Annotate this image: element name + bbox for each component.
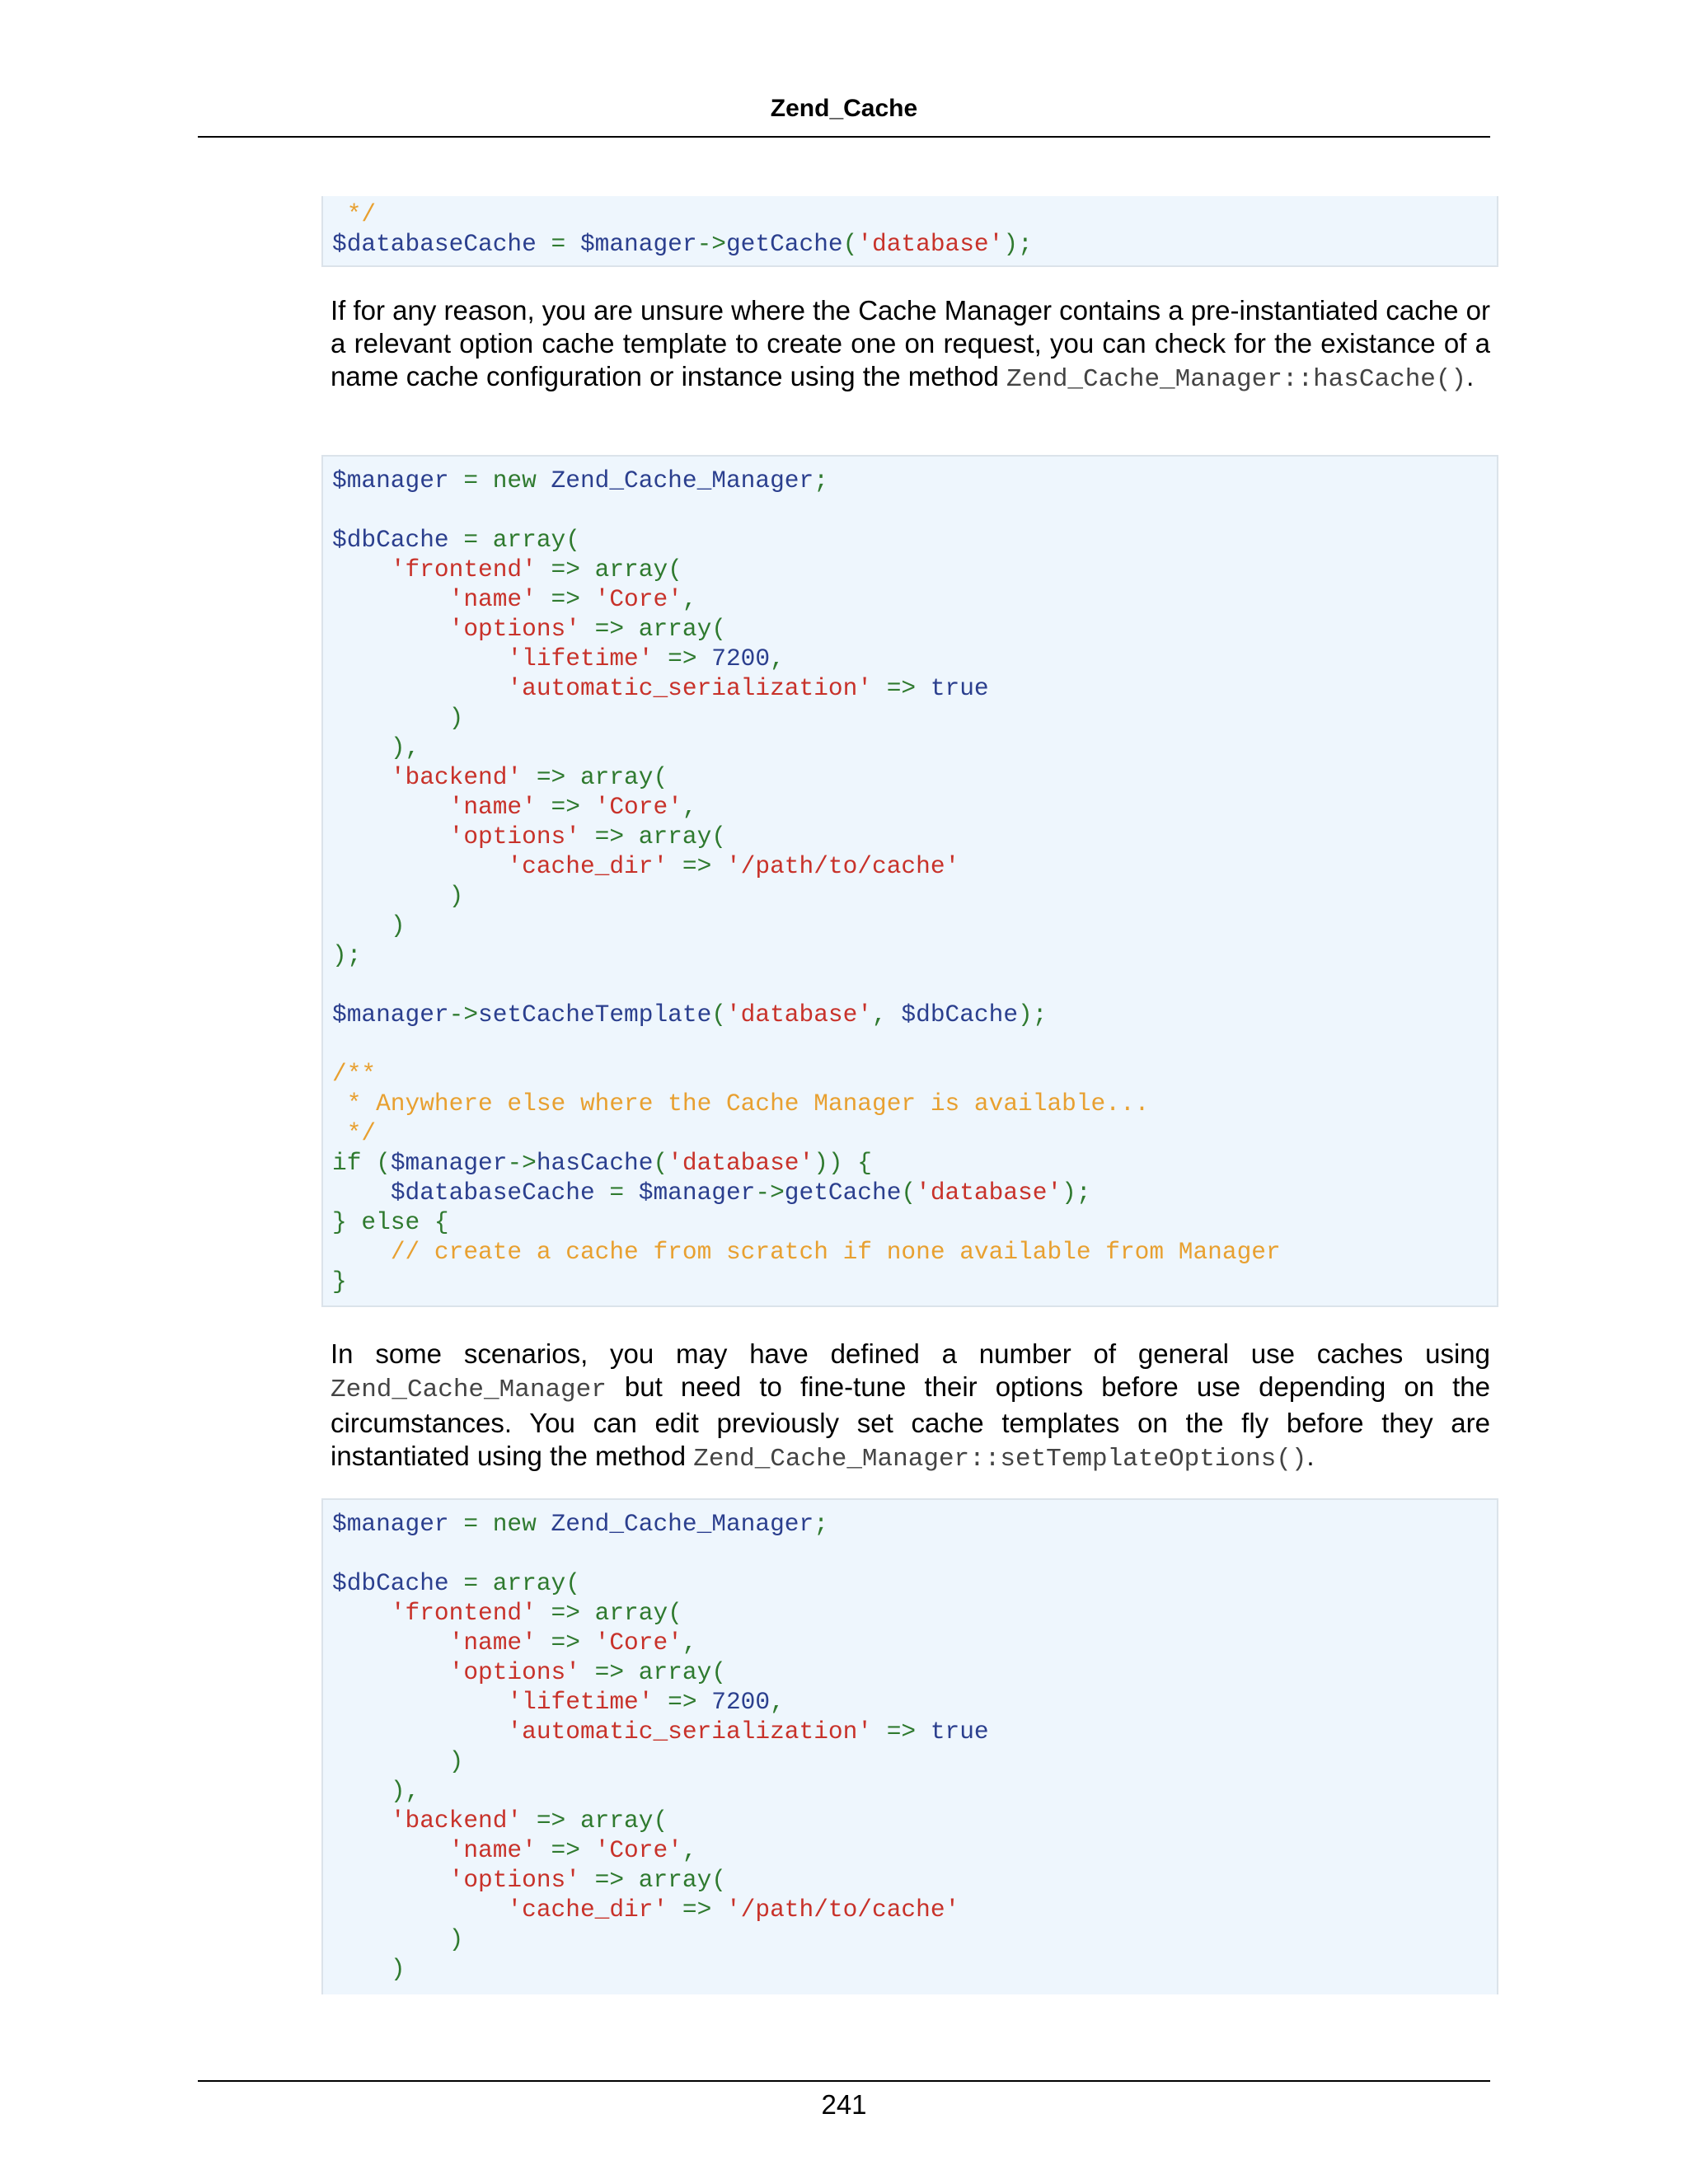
code-line xyxy=(332,1657,1497,1687)
code-token xyxy=(332,1629,449,1657)
code-token: , xyxy=(682,585,697,613)
code-token: $dbCache xyxy=(332,1569,449,1597)
paragraph-text: In some scenarios, you may have defined a number of general use caches using xyxy=(331,1338,1490,1369)
code-token: Zend_Cache_Manager xyxy=(551,466,814,494)
code-line xyxy=(332,614,1497,644)
code-token: 'database' xyxy=(668,1149,814,1177)
code-line xyxy=(332,940,1497,970)
code-token xyxy=(332,1747,449,1775)
code-line xyxy=(332,555,1497,584)
code-line xyxy=(332,792,1497,822)
code-token: => xyxy=(536,1629,595,1657)
code-token xyxy=(332,1658,449,1686)
code-line xyxy=(332,1628,1497,1657)
code-line xyxy=(332,970,1497,1000)
code-line xyxy=(332,1865,1497,1895)
code-token: array xyxy=(492,526,566,554)
code-line xyxy=(332,1267,1497,1296)
code-line xyxy=(332,1924,1497,1954)
code-token: $manager xyxy=(638,1179,756,1207)
code-line xyxy=(332,1059,1497,1089)
code-line xyxy=(332,822,1497,851)
code-token: => xyxy=(668,1896,726,1924)
code-token: 'lifetime' xyxy=(507,1688,654,1716)
code-token: hasCache xyxy=(536,1149,654,1177)
code-token xyxy=(332,1688,507,1716)
code-token: 'name' xyxy=(448,793,537,821)
code-block-continued xyxy=(321,196,1498,267)
code-token xyxy=(332,852,507,880)
code-token: array xyxy=(638,1658,712,1686)
code-token: => xyxy=(872,1718,931,1746)
code-line xyxy=(332,1178,1497,1207)
code-token: = xyxy=(448,1569,493,1597)
code-line xyxy=(332,1118,1497,1148)
code-token: ( xyxy=(668,1599,682,1627)
code-token: getCache xyxy=(725,230,843,258)
code-token: => xyxy=(579,823,639,851)
code-line xyxy=(332,1835,1497,1865)
code-token: 'name' xyxy=(448,585,537,613)
code-token: => xyxy=(536,1836,595,1864)
code-token: // create a cache from scratch if none available from Manager xyxy=(390,1238,1281,1266)
code-line xyxy=(332,1509,1497,1539)
code-token: */ xyxy=(332,200,377,228)
code-token: ( xyxy=(842,230,858,258)
code-token: array xyxy=(594,1599,668,1627)
code-line xyxy=(332,762,1497,792)
code-line xyxy=(332,733,1497,762)
code-token xyxy=(332,1238,391,1266)
code-token: */ xyxy=(332,1119,377,1147)
code-token xyxy=(332,585,449,613)
code-token: 'automatic_serialization' xyxy=(507,1718,873,1746)
code-token xyxy=(332,1807,391,1835)
code-token: ( xyxy=(565,1569,580,1597)
code-token: ( xyxy=(653,763,668,791)
code-token: { xyxy=(420,1208,449,1236)
code-token: = xyxy=(448,526,493,554)
code-token: = xyxy=(448,1510,493,1538)
code-token: => xyxy=(872,674,931,702)
code-token: => xyxy=(536,585,595,613)
code-token: new xyxy=(492,1510,537,1538)
code-token: $dbCache xyxy=(901,1001,1019,1029)
code-line xyxy=(332,1806,1497,1835)
code-token xyxy=(332,704,449,732)
code-line xyxy=(332,1148,1497,1178)
code-line xyxy=(332,525,1497,555)
code-token: -> xyxy=(448,1001,479,1029)
code-token: $manager xyxy=(332,1510,449,1538)
inline-code: Zend_Cache_Manager::setTemplateOptions() xyxy=(693,1445,1307,1474)
code-token: $manager xyxy=(332,1001,449,1029)
code-token: ( xyxy=(668,555,682,583)
code-token: ), xyxy=(390,733,420,762)
code-line xyxy=(332,703,1497,733)
code-token: , xyxy=(682,793,697,821)
header-rule xyxy=(198,136,1490,138)
code-token: setCacheTemplate xyxy=(478,1001,712,1029)
code-token: ; xyxy=(814,1510,828,1538)
code-token: => xyxy=(653,644,712,673)
code-token: 7200 xyxy=(711,1688,771,1716)
code-token: => xyxy=(522,1807,580,1835)
code-token: ), xyxy=(390,1777,420,1805)
code-token: 'lifetime' xyxy=(507,644,654,673)
code-token xyxy=(332,1925,449,1953)
code-line xyxy=(332,1089,1497,1118)
code-token: 'frontend' xyxy=(390,1599,537,1627)
code-token: -> xyxy=(696,230,726,258)
code-token: , xyxy=(682,1629,697,1657)
code-line xyxy=(332,495,1497,525)
paragraph-text: . xyxy=(1466,361,1475,391)
code-token: => xyxy=(522,763,580,791)
code-line xyxy=(332,851,1497,881)
code-token xyxy=(332,555,391,583)
code-token: , xyxy=(770,644,785,673)
code-line xyxy=(332,1539,1497,1568)
code-line xyxy=(332,1717,1497,1746)
code-token: 'frontend' xyxy=(390,555,537,583)
code-token: 'Core' xyxy=(594,1629,682,1657)
code-token xyxy=(332,763,391,791)
code-token: $dbCache xyxy=(332,526,449,554)
code-line xyxy=(332,673,1497,703)
code-token: 'cache_dir' xyxy=(507,852,668,880)
code-block-settemplateoptions-example xyxy=(321,1498,1498,1994)
code-line xyxy=(332,911,1497,940)
code-token: => xyxy=(653,1688,712,1716)
code-token xyxy=(332,733,391,762)
code-token xyxy=(332,793,449,821)
code-token: $databaseCache xyxy=(332,230,537,258)
code-token xyxy=(332,823,449,851)
code-token xyxy=(332,1777,391,1805)
code-token xyxy=(537,466,551,494)
code-token: ) xyxy=(448,882,464,910)
code-line xyxy=(332,1598,1497,1628)
code-token: -> xyxy=(755,1179,785,1207)
inline-code: Zend_Cache_Manager xyxy=(331,1376,607,1404)
code-token: } xyxy=(332,1208,362,1236)
code-token: 'database' xyxy=(725,1001,873,1029)
code-token xyxy=(332,1866,449,1894)
code-token: array xyxy=(638,823,712,851)
code-token: $manager xyxy=(332,466,449,494)
code-token: ) xyxy=(448,1747,464,1775)
paragraph-hascache xyxy=(331,294,1490,396)
code-token: ( xyxy=(711,1658,726,1686)
paragraph-text: If for any reason, you are unsure where the Cache Manager contains a pre-instantiated cache or a relevant option cache template to create one on request, you can check for the existance of a name cache configuration or instance using the method xyxy=(331,295,1490,391)
paragraph-text: . xyxy=(1306,1441,1315,1471)
code-token: 'database' xyxy=(916,1179,1062,1207)
code-token: $manager xyxy=(390,1149,508,1177)
code-token: = xyxy=(594,1179,639,1207)
code-token xyxy=(332,1179,391,1207)
code-token: if xyxy=(332,1149,362,1177)
code-token: 'cache_dir' xyxy=(507,1896,668,1924)
code-token: 'backend' xyxy=(390,763,523,791)
code-token xyxy=(332,882,449,910)
code-token: => xyxy=(579,615,639,643)
code-token: ) xyxy=(448,704,464,732)
paragraph-text: but need to fine-tune their options before use depending on the circumstances. You can edit previously set cache templates on the fly before they are instantiated using the method xyxy=(331,1371,1490,1471)
code-token: ) xyxy=(448,1925,464,1953)
code-token: ); xyxy=(1018,1001,1048,1029)
code-token: 'Core' xyxy=(594,1836,682,1864)
code-token: -> xyxy=(507,1149,537,1177)
code-token: /** xyxy=(332,1060,377,1088)
code-line xyxy=(332,229,1497,259)
code-token: ( xyxy=(711,1866,726,1894)
code-token: => xyxy=(536,1599,595,1627)
code-token: => xyxy=(536,793,595,821)
code-token: true xyxy=(930,1718,989,1746)
code-line xyxy=(332,1237,1497,1267)
code-token: ); xyxy=(1003,230,1033,258)
code-token: ) xyxy=(390,912,406,940)
code-token: 'options' xyxy=(448,615,580,643)
code-line xyxy=(332,1776,1497,1806)
code-token: ); xyxy=(1062,1179,1091,1207)
code-token xyxy=(332,1896,507,1924)
code-token: array xyxy=(638,615,712,643)
code-token: ( xyxy=(361,1149,391,1177)
code-token: 'Core' xyxy=(594,793,682,821)
code-line xyxy=(332,1895,1497,1924)
code-line xyxy=(332,881,1497,911)
code-token: 'name' xyxy=(448,1629,537,1657)
code-line xyxy=(332,644,1497,673)
code-token: ( xyxy=(711,1001,726,1029)
footer-rule xyxy=(198,2080,1490,2082)
code-line xyxy=(332,466,1497,495)
code-line xyxy=(332,1207,1497,1237)
code-token: 'options' xyxy=(448,1866,580,1894)
code-token: 'options' xyxy=(448,823,580,851)
code-token: array xyxy=(492,1569,566,1597)
code-token: ( xyxy=(711,615,726,643)
code-token: array xyxy=(638,1866,712,1894)
code-block-hascache-example xyxy=(321,455,1498,1307)
code-line xyxy=(332,1954,1497,1984)
code-token: getCache xyxy=(784,1179,902,1207)
code-token: else xyxy=(361,1208,420,1236)
code-token xyxy=(332,615,449,643)
code-token xyxy=(332,1836,449,1864)
code-token: => xyxy=(668,852,726,880)
code-token: '/path/to/cache' xyxy=(725,1896,960,1924)
code-token: ( xyxy=(565,526,580,554)
code-token: $databaseCache xyxy=(390,1179,595,1207)
code-line xyxy=(332,1029,1497,1059)
code-token: new xyxy=(492,466,537,494)
code-token: )) { xyxy=(814,1149,873,1177)
code-token: ; xyxy=(814,466,828,494)
code-token: 'Core' xyxy=(594,585,682,613)
code-token: => xyxy=(579,1866,639,1894)
code-token: * Anywhere else where the Cache Manager is available... xyxy=(332,1090,1150,1118)
code-token: array xyxy=(579,763,654,791)
code-token: = xyxy=(536,230,580,258)
code-token xyxy=(332,912,391,940)
code-token: 'options' xyxy=(448,1658,580,1686)
code-token xyxy=(332,674,507,702)
code-token: array xyxy=(594,555,668,583)
inline-code: Zend_Cache_Manager::hasCache() xyxy=(1006,365,1467,394)
code-token xyxy=(332,1718,507,1746)
code-line xyxy=(332,1000,1497,1029)
page-number: 241 xyxy=(821,2089,867,2120)
code-token: , xyxy=(872,1001,902,1029)
code-token: '/path/to/cache' xyxy=(725,852,960,880)
code-token: array xyxy=(579,1807,654,1835)
code-token: 'automatic_serialization' xyxy=(507,674,873,702)
code-token xyxy=(332,644,507,673)
code-token: ( xyxy=(901,1179,917,1207)
code-token xyxy=(537,1510,551,1538)
code-token: 'database' xyxy=(857,230,1004,258)
code-token: ( xyxy=(653,1807,668,1835)
code-token: Zend_Cache_Manager xyxy=(551,1510,814,1538)
running-header-title: Zend_Cache xyxy=(770,95,918,122)
code-line xyxy=(332,1746,1497,1776)
code-token: 'name' xyxy=(448,1836,537,1864)
code-token: 7200 xyxy=(711,644,771,673)
code-token: ) xyxy=(390,1955,406,1983)
code-line xyxy=(332,199,1497,229)
code-token: 'backend' xyxy=(390,1807,523,1835)
code-token: => xyxy=(536,555,595,583)
code-line xyxy=(332,1687,1497,1717)
code-token: , xyxy=(770,1688,785,1716)
code-line xyxy=(332,1568,1497,1598)
code-token xyxy=(332,1599,391,1627)
code-token: ( xyxy=(711,823,726,851)
code-token: ); xyxy=(332,941,362,969)
code-line xyxy=(332,584,1497,614)
code-token: ( xyxy=(653,1149,668,1177)
code-token: = xyxy=(448,466,493,494)
code-token: } xyxy=(332,1268,347,1296)
code-token: => xyxy=(579,1658,639,1686)
paragraph-settemplateoptions xyxy=(331,1338,1490,1476)
code-token: $manager xyxy=(579,230,697,258)
code-token: , xyxy=(682,1836,697,1864)
code-token: true xyxy=(930,674,989,702)
code-token xyxy=(332,1955,391,1983)
